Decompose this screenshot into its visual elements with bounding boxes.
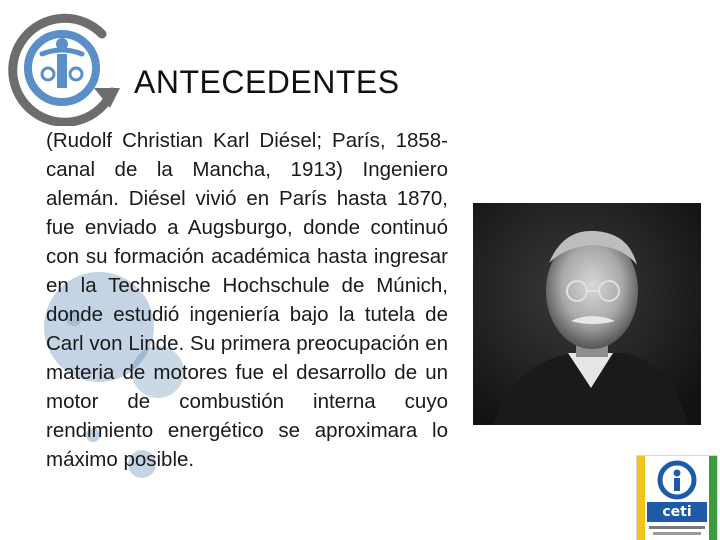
ceti-badge-icon — [637, 456, 717, 540]
portrait-image — [473, 203, 701, 425]
slide-title: ANTECEDENTES — [134, 64, 400, 100]
ceti-badge — [636, 455, 718, 540]
badge-label: ceti — [662, 504, 692, 520]
ceti-logo-icon — [2, 8, 126, 126]
body-paragraph: (Rudolf Christian Karl Diésel; París, 1858-canal de la Mancha, 1913) Ingeniero alemán. Diésel vivió en París hasta 1870, fue enviado a Augsburgo, donde continuó con su formación académica hasta ingresar en la Technische Hochschule de Múnich, donde estudió ingeniería bajo la tutela de Carl von Linde. Su primera preocupación en materia de motores fue el desarrollo de un motor de combustión interna cuyo rendimiento energético se aproximara lo máximo posible. — [46, 129, 448, 471]
